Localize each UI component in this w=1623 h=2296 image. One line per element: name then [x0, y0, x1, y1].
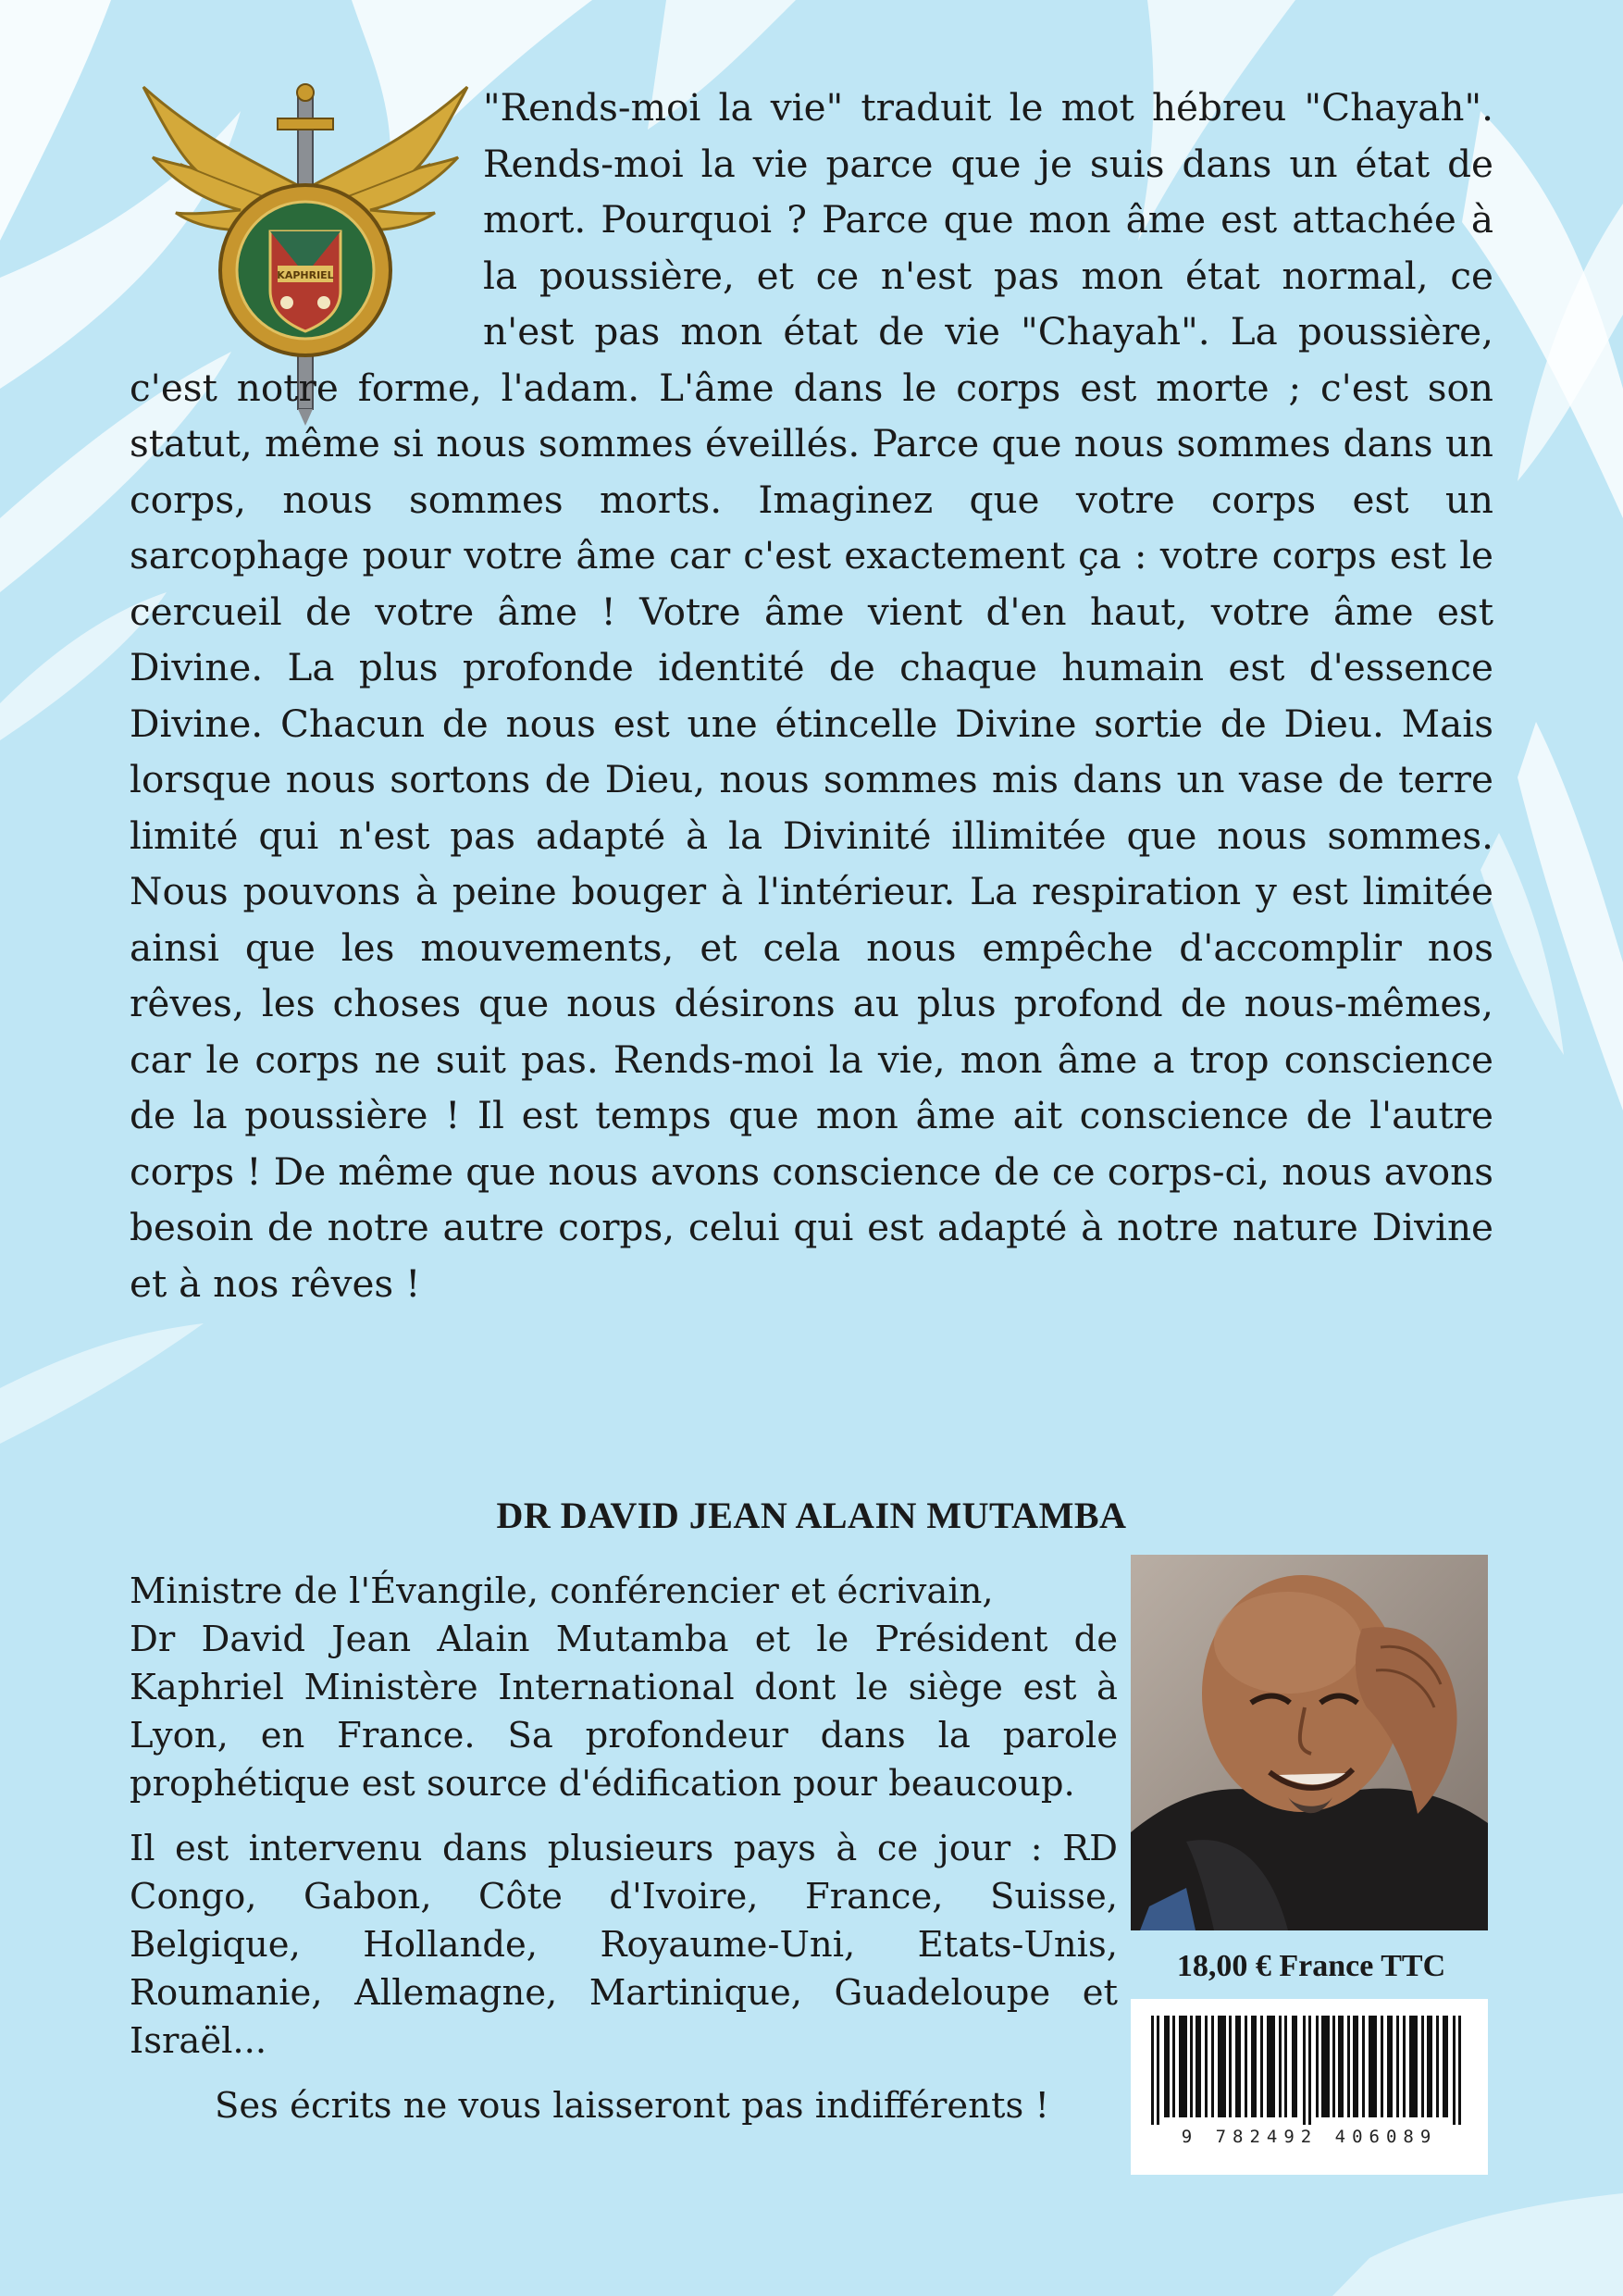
author-bio: [130, 1568, 1118, 2147]
bio-paragraph-1: Dr David Jean Alain Mutamba et le Président de Kaphriel Ministère International dont le siège est à Lyon, en France. Sa profondeur dans la parole prophétique est source d'édification pour beaucoup.: [130, 1619, 1118, 1805]
isbn-digits: 9 782492 406089: [1181, 2127, 1438, 2147]
bio-paragraph-2: Il est intervenu dans plusieurs pays à ce jour : RD Congo, Gabon, Côte d'Ivoire, France, Suisse, Belgique, Hollande, Royaume-Uni, Etats-Unis, Roumanie, Allemagne, Martinique, Guadeloupe et Israël...: [130, 1828, 1118, 2062]
main-paragraph: "Rends-moi la vie" traduit le mot hébreu "Chayah". Rends-moi la vie parce que je suis dans un état de mort. Pourquoi ? Parce que mon âme est attachée à la poussière, et ce n'est pas mon état normal, ce n'est pas mon état de vie "Chayah". La poussière, c'est notre forme, l'adam. L'âme dans le corps est morte ; c'est son statut, même si nous sommes éveillés. Parce que nous sommes dans un corps, nous sommes morts. Imaginez que votre corps est un sarcophage pour votre âme car c'est exactement ça : votre corps est le cercueil de votre âme ! Votre âme vient d'en haut, votre âme est Divine. La plus profonde identité de chaque humain est d'essence Divine. Chacun de nous est une étincelle Divine sortie de Dieu. Mais lorsque nous sortons de Dieu, nous sommes mis dans un vase de terre limité qui n'est pas adapté à la Divinité illimitée que nous sommes. Nous pouvons à peine bouger à l'intérieur. La respiration y est limitée ainsi que les mouvements, et cela nous empêche d'accomplir nos rêves, les choses que nous désirons au plus profond de nous-mêmes, car le corps ne suit pas. Rends-moi la vie, mon âme a trop conscience de la poussière ! Il est temps que mon âme ait conscience de l'autre corps ! De même que nous avons conscience de ce corps-ci, nous avons besoin de notre autre corps, celui qui est adapté à notre nature Divine et à nos rêves !: [130, 85, 1493, 1306]
main-body-text: [130, 80, 1493, 1311]
isbn-barcode: [1131, 1999, 1488, 2175]
emblem-banner-text: KAPHRIEL: [277, 269, 334, 281]
bio-closing-line: Ses écrits ne vous laisseront pas indifférents !: [215, 2085, 1049, 2127]
emblem-spacer: [130, 80, 483, 354]
portrait-drawing: [1131, 1555, 1488, 1930]
bio-line-1: Ministre de l'Évangile, conférencier et écrivain,: [130, 1570, 994, 1612]
author-name-heading: DR DAVID JEAN ALAIN MUTAMBA: [496, 1495, 1127, 1536]
ean13-barcode-icon: [1149, 2016, 1469, 2125]
author-portrait-photo: [1131, 1555, 1488, 1930]
price-label: 18,00 € France TTC: [1176, 1949, 1446, 1983]
